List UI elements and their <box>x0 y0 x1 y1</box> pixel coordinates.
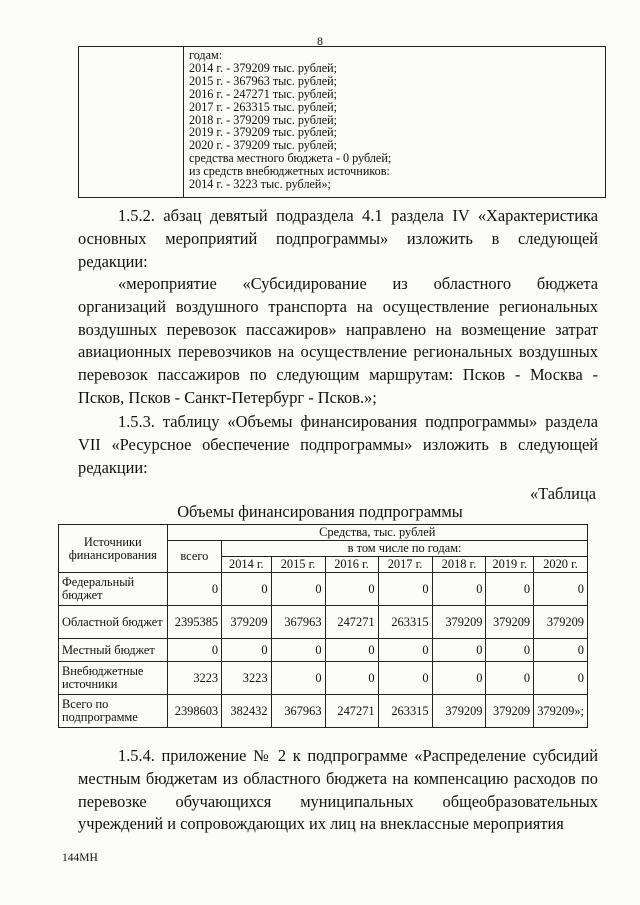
paragraph-1-5-3 <box>78 411 598 479</box>
text-line: редакции: <box>78 457 148 477</box>
header-funds: Средства, тыс. рублей <box>167 525 587 541</box>
row-label: Областной бюджет <box>59 606 168 639</box>
row-value: 0 <box>378 639 432 662</box>
table-mark: «Таблица <box>529 484 596 503</box>
row-value: 0 <box>222 639 271 662</box>
header-total: всего <box>167 541 222 573</box>
table-caption: Объемы финансирования подпрограммы <box>177 502 463 521</box>
row-value: 2395385 <box>167 606 222 639</box>
text-line: авиационных перевозчиков на осуществление региональных воздушных <box>78 342 598 362</box>
row-label: Местный бюджет <box>59 639 168 662</box>
row-value: 0 <box>432 639 486 662</box>
text-line: перевозке обучающихся муниципальных общеобразовательных <box>78 791 598 811</box>
row-value: 0 <box>432 573 486 606</box>
row-value: 0 <box>432 662 486 695</box>
row-value: 0 <box>167 573 222 606</box>
row-value: 0 <box>378 662 432 695</box>
text-line: 1.5.2. абзац девятый подраздела 4.1 раздела IV «Характеристика <box>118 206 598 225</box>
header-year: 2016 г. <box>325 557 378 573</box>
top-box-line: 2018 г. - 379209 тыс. рублей; <box>189 112 338 127</box>
row-value: 379209 <box>432 606 486 639</box>
row-value: 0 <box>271 639 325 662</box>
text-line: 1.5.4. приложение № 2 к подпрограмме «Распределение субсидий <box>118 746 598 765</box>
row-value: 379209 <box>486 606 534 639</box>
row-value: 379209»; <box>534 695 588 728</box>
table-row <box>59 639 588 662</box>
row-value: 0 <box>534 639 588 662</box>
paragraph-event-description <box>78 273 598 410</box>
continuation-table-cell <box>78 46 606 198</box>
row-value: 0 <box>325 662 378 695</box>
text-line: 1.5.3. таблицу «Объемы финансирования подпрограммы» раздела <box>118 412 598 431</box>
text-line: VII «Ресурсное обеспечение подпрограммы» изложить в следующей <box>78 434 598 454</box>
header-source: Источники финансирования <box>59 525 168 573</box>
row-value: 0 <box>486 639 534 662</box>
row-label: Внебюджетные источники <box>59 662 168 695</box>
row-value: 0 <box>378 573 432 606</box>
top-box-line: из средств внебюджетных источников: <box>189 164 390 179</box>
row-value: 367963 <box>271 606 325 639</box>
row-value: 2398603 <box>167 695 222 728</box>
top-box-line: годам: <box>189 48 223 62</box>
table-row <box>59 573 588 606</box>
row-value: 263315 <box>378 606 432 639</box>
row-value: 0 <box>271 573 325 606</box>
header-year: 2014 г. <box>222 557 271 573</box>
row-value: 247271 <box>325 606 378 639</box>
top-box-line: 2019 г. - 379209 тыс. рублей; <box>189 125 338 140</box>
footer-code: 144МН <box>62 852 98 864</box>
top-box-line: 2020 г. - 379209 тыс. рублей; <box>189 138 338 153</box>
header-year: 2019 г. <box>486 557 534 573</box>
row-value: 367963 <box>271 695 325 728</box>
row-value: 263315 <box>378 695 432 728</box>
header-year: 2017 г. <box>378 557 432 573</box>
top-box-line: 2016 г. - 247271 тыс. рублей; <box>189 86 338 101</box>
header-year: 2020 г. <box>534 557 588 573</box>
row-label: Всего по подпрограмме <box>59 695 168 728</box>
row-value: 247271 <box>325 695 378 728</box>
row-value: 0 <box>271 662 325 695</box>
row-value: 0 <box>325 573 378 606</box>
funding-by-year-list <box>189 49 391 191</box>
row-value: 3223 <box>167 662 222 695</box>
top-box-line: 2014 г. - 379209 тыс. рублей; <box>189 60 338 75</box>
page-number: 8 <box>317 34 323 48</box>
row-value: 379209 <box>534 606 588 639</box>
header-year: 2018 г. <box>432 557 486 573</box>
text-line: местным бюджетам из областного бюджета на компенсацию расходов по <box>78 768 598 788</box>
top-box-line: средства местного бюджета - 0 рублей; <box>189 151 392 166</box>
table-row <box>59 695 588 728</box>
row-value: 382432 <box>222 695 271 728</box>
table-row <box>59 662 588 695</box>
top-box-line: 2015 г. - 367963 тыс. рублей; <box>189 73 338 88</box>
row-value: 379209 <box>222 606 271 639</box>
row-value: 379209 <box>432 695 486 728</box>
text-line: перевозок пассажиров по следующим маршрутам: Псков - Москва - <box>78 365 598 385</box>
table-row <box>59 606 588 639</box>
top-box-line: 2014 г. - 3223 тыс. рублей»; <box>189 177 331 192</box>
text-line: учреждений и сопровождающих их лиц на внеклассные мероприятия <box>78 814 564 834</box>
table-divider <box>183 47 184 197</box>
paragraph-1-5-4 <box>78 745 598 836</box>
row-value: 0 <box>534 573 588 606</box>
row-value: 3223 <box>222 662 271 695</box>
header-by-year: в том числе по годам: <box>222 541 588 557</box>
row-value: 0 <box>534 662 588 695</box>
row-value: 0 <box>325 639 378 662</box>
header-year: 2015 г. <box>271 557 325 573</box>
text-line: «мероприятие «Субсидирование из областного бюджета <box>118 274 598 293</box>
text-line: воздушных перевозок пассажиров» направлено на возмещение затрат <box>78 319 598 339</box>
paragraph-1-5-2 <box>78 205 598 273</box>
text-line: организаций воздушного транспорта на осуществление региональных <box>78 296 598 316</box>
top-box-line: 2017 г. - 263315 тыс. рублей; <box>189 99 338 114</box>
funding-table <box>58 524 588 728</box>
row-value: 0 <box>167 639 222 662</box>
text-line: основных мероприятий подпрограммы» изложить в следующей <box>78 228 598 248</box>
row-label: Федеральный бюджет <box>59 573 168 606</box>
row-value: 379209 <box>486 695 534 728</box>
text-line: редакции: <box>78 251 148 271</box>
text-line: Псков, Псков - Санкт-Петербург - Псков.»; <box>78 387 377 407</box>
row-value: 0 <box>486 662 534 695</box>
row-value: 0 <box>222 573 271 606</box>
row-value: 0 <box>486 573 534 606</box>
